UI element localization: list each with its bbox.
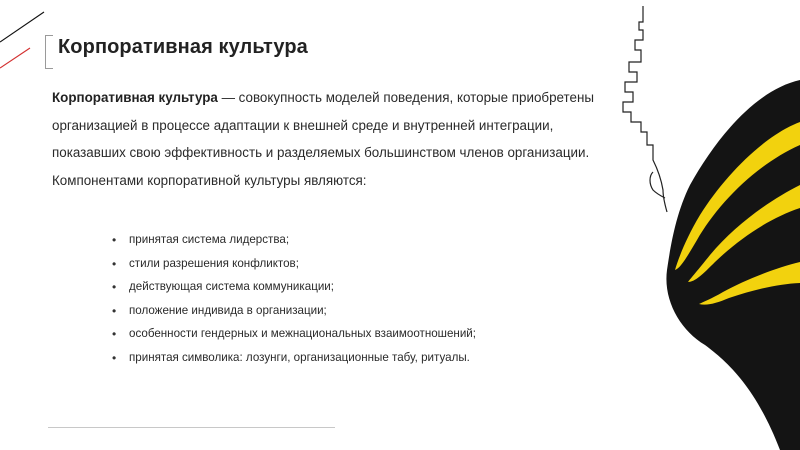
title-bracket bbox=[45, 35, 53, 69]
definition-text: — совокупность моделей поведения, которые приобретены организацией в процессе адаптации к внешней среде и внутренней интеграции, показавших свою эффективность и разделяемых большинством членов организации. Компонентами корпоративной культуры являются: bbox=[52, 90, 595, 188]
list-item: • особенности гендерных и межнациональных взаимоотношений; bbox=[112, 325, 476, 349]
list-item: • действующая система коммуникации; bbox=[112, 278, 476, 302]
definition-term: Корпоративная культура bbox=[52, 90, 218, 105]
list-item: • принятая система лидерства; bbox=[112, 231, 476, 255]
list-item: • положение индивида в организации; bbox=[112, 302, 476, 326]
components-list bbox=[112, 231, 476, 373]
definition-paragraph bbox=[52, 84, 597, 194]
asphalt-road-artwork bbox=[605, 0, 800, 450]
bottom-divider bbox=[48, 427, 335, 428]
list-item: • принятая символика: лозунги, организационные табу, ритуалы. bbox=[112, 349, 476, 373]
list-item: • стили разрешения конфликтов; bbox=[112, 255, 476, 279]
slide-title: Корпоративная культура bbox=[58, 36, 308, 58]
